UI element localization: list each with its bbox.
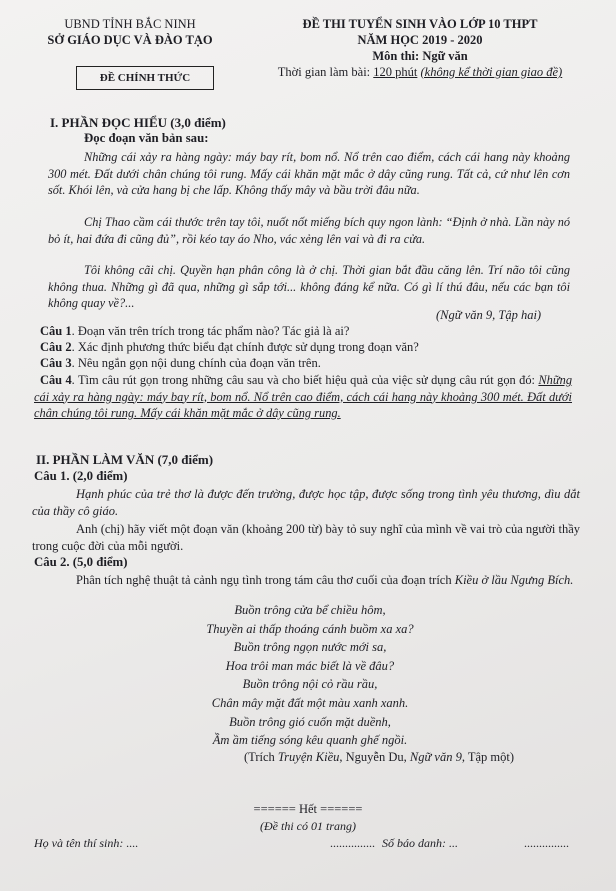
- poem-line: Buồn trông gió cuốn mặt duềnh,: [229, 714, 391, 729]
- question-2-label: Câu 2: [40, 340, 72, 354]
- question-2-text: . Xác định phương thức biểu đạt chính được sử dụng trong đoạn văn?: [71, 340, 419, 354]
- agency-name: UBND TỈNH BẮC NINH: [64, 17, 196, 31]
- official-label-box: [76, 66, 214, 90]
- question-2-task-text: Phân tích nghệ thuật tả cảnh ngụ tình trong tám câu thơ cuối của đoạn trích: [76, 573, 455, 587]
- candidate-name-label: Họ và tên thí sinh: ....: [34, 836, 139, 850]
- part2-question-1-heading: Câu 1. (2,0 điểm): [34, 469, 128, 483]
- citation-book: Ngữ văn 9: [409, 750, 462, 764]
- time-note: (không kể thời gian giao đề): [420, 65, 563, 79]
- poem: [160, 601, 460, 750]
- poem-line: Ầm ầm tiếng sóng kêu quanh ghế ngồi.: [212, 733, 408, 748]
- exam-title: ĐỀ THI TUYỂN SINH VÀO LỚP 10 THPT: [302, 17, 538, 31]
- question-3-label: Câu 3: [40, 356, 72, 370]
- passage-paragraph-3: Tôi không cãi chị. Quyền hạn phân công là ở chị. Thời gian bắt đầu căng lên. Trí não tôi cũng không thua. Những gì đã qua, những gì sắp tới... không đáng kể nữa. Có gì lí thú đâu, nếu các bạn tôi không quay về?...: [48, 263, 570, 311]
- poem-line: Thuyền ai thấp thoáng cánh buồm xa xa?: [206, 621, 414, 636]
- part2-question-1-task: Anh (chị) hãy viết một đoạn văn (khoảng 200 từ) bày tỏ suy nghĩ của mình về vai trò của người thầy trong cuộc đời của mỗi người.: [32, 522, 580, 553]
- part1-instruction: Đọc đoạn văn bản sau:: [84, 131, 209, 145]
- passage-source: (Ngữ văn 9, Tập hai): [436, 308, 542, 322]
- question-1: [40, 324, 349, 339]
- poem-citation: [244, 750, 514, 765]
- passage-paragraph-1: Những cái xảy ra hàng ngày: máy bay rít, bom nổ. Nổ trên cao điểm, cách cái hang này khoảng 300 mét. Đất dưới chân chúng tôi rung. Mấy cái khăn mặt mắc ở dây cũng rung. Tất cả, cứ như lên cơn sốt. Khói lên, và cửa hang bị che lấp. Không thấy mây và bầu trời đâu nữa.: [48, 150, 570, 198]
- time-line: [240, 64, 600, 80]
- poem-line: Buồn trông ngọn nước mới sa,: [233, 640, 387, 655]
- time-value: 120 phút: [373, 65, 418, 79]
- dotted-fill: ...............: [330, 836, 375, 850]
- question-4-text: . Tìm câu rút gọn trong những câu sau và cho biết hiệu quả của việc sử dụng câu rút gọn đó:: [71, 373, 539, 387]
- poem-line: Buồn trông cửa bể chiều hôm,: [234, 603, 386, 617]
- part1-heading: I. PHẦN ĐỌC HIỂU (3,0 điểm): [50, 115, 226, 130]
- end-marker: ====== Hết ======: [253, 802, 363, 816]
- citation-work: Truyện Kiều: [277, 750, 340, 764]
- subject: Môn thi: Ngữ văn: [372, 49, 468, 63]
- part2-question-2-task: [32, 572, 580, 589]
- question-3: [40, 356, 321, 371]
- citation-open: (Trích: [244, 750, 278, 764]
- department-name: SỞ GIÁO DỤC VÀ ĐÀO TẠO: [47, 33, 213, 47]
- dotted-fill-end: ...............: [524, 836, 569, 850]
- header-left: [30, 16, 230, 48]
- question-2-task-title: Kiều ở lầu Ngưng Bích.: [454, 573, 574, 587]
- page-count-note: (Đề thi có 01 trang): [260, 819, 356, 833]
- question-4-label: Câu 4: [40, 373, 72, 387]
- citation-author: , Nguyễn Du,: [339, 750, 410, 764]
- question-3-text: . Nêu ngắn gọn nội dung chính của đoạn văn trên.: [71, 356, 321, 370]
- part2-heading: II. PHẦN LÀM VĂN (7,0 điểm): [36, 452, 214, 467]
- poem-line: Chân mây mặt đất một màu xanh xanh.: [211, 695, 409, 710]
- official-label: ĐỀ CHÍNH THỨC: [99, 72, 191, 84]
- passage-paragraph-2: Chị Thao cầm cái thước trên tay tôi, nuốt nốt miếng bích quy ngon lành: “Định ở nhà. Lần này nó bỏ ít, hai đứa đi cũng đủ”, rồi kéo tay áo Nho, vác xẻng lên vai và đi ra cửa.: [48, 215, 570, 246]
- citation-volume: , Tập một): [461, 750, 515, 764]
- question-4: [34, 372, 572, 422]
- poem-line: Hoa trôi man mác biết là về đâu?: [225, 658, 395, 673]
- question-1-label: Câu 1: [40, 324, 72, 338]
- school-year: NĂM HỌC 2019 - 2020: [357, 33, 483, 47]
- time-prefix: Thời gian làm bài:: [277, 65, 374, 79]
- question-2: [40, 340, 419, 355]
- header-right: [240, 16, 600, 80]
- question-4-quote: Những cái xảy ra hàng ngày: máy bay rít, bom nổ. Nổ trên cao điểm, cách cái hang này khoảng 300 mét. Đất dưới chân chúng tôi rung. Mấy cái khăn mặt mắc ở dây cũng rung.: [34, 373, 573, 421]
- candidate-number-label: Số báo danh: ...: [382, 836, 458, 850]
- part2-question-1-quote: Hạnh phúc của trẻ thơ là được đến trường, được học tập, được sống trong tình yêu thương, dìu dắt của thầy cô giáo.: [32, 487, 580, 518]
- part2-question-2-heading: Câu 2. (5,0 điểm): [34, 555, 128, 569]
- question-1-text: . Đoạn văn trên trích trong tác phẩm nào? Tác giả là ai?: [71, 324, 350, 338]
- poem-line: Buồn trông nội cỏ rầu rầu,: [242, 677, 378, 692]
